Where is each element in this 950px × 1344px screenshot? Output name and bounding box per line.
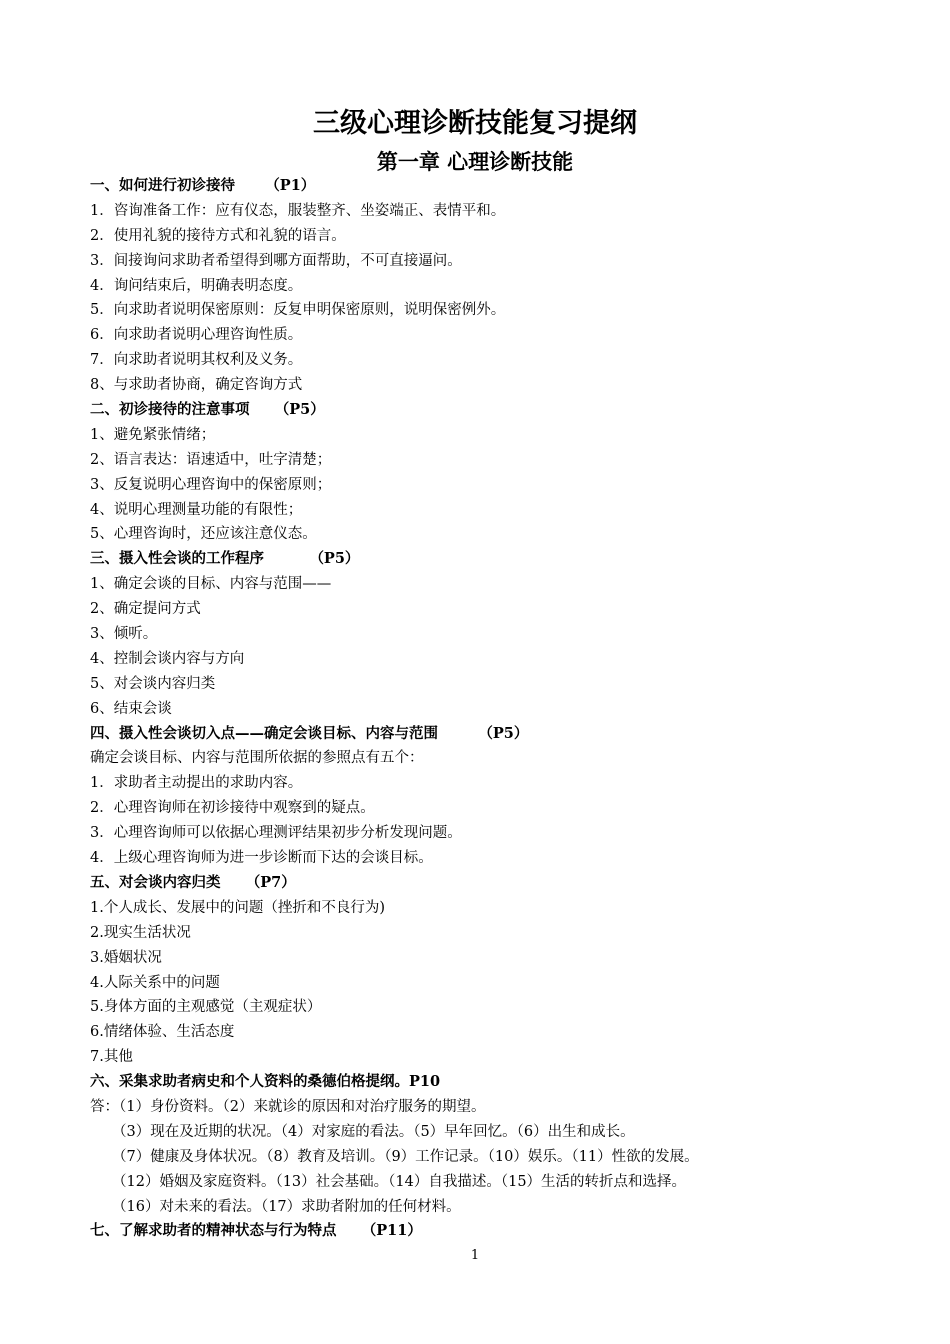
list-item: 4.人际关系中的问题 bbox=[90, 974, 220, 991]
section-heading bbox=[90, 547, 870, 572]
chapter-title: 第一章 心理诊断技能 bbox=[376, 150, 574, 174]
heading-gap bbox=[235, 178, 265, 194]
page-reference: （P1） bbox=[265, 177, 316, 194]
section-heading-text: 三、摄入性会谈的工作程序 bbox=[90, 551, 264, 568]
list-item: 2.现实生活状况 bbox=[90, 924, 191, 941]
list-item: 2、语言表达：语速适中，吐字清楚； bbox=[90, 451, 332, 468]
list-item: 3.婚姻状况 bbox=[90, 949, 162, 966]
list-item: （12）婚姻及家庭资料。（13）社会基础。（14）自我描述。（15）生活的转折点和选择。 bbox=[112, 1173, 687, 1190]
list-item: 4．上级心理咨询师为进一步诊断而下达的会谈目标。 bbox=[90, 850, 433, 867]
page-reference: （P7） bbox=[245, 873, 296, 891]
list-item: 2．使用礼貌的接待方式和礼貌的语言。 bbox=[90, 227, 346, 244]
list-item: 确定会谈目标、内容与范围所依据的参照点有五个： bbox=[90, 750, 424, 767]
list-item: 7.其他 bbox=[90, 1049, 133, 1066]
section-heading bbox=[90, 174, 870, 199]
list-item: 2．心理咨询师在初诊接待中观察到的疑点。 bbox=[90, 800, 375, 817]
list-item: 2、确定提问方式 bbox=[90, 601, 201, 618]
heading-gap bbox=[264, 551, 309, 567]
page-reference: （P5） bbox=[478, 724, 529, 742]
list-item: 1、避免紧张情绪； bbox=[90, 426, 216, 443]
heading-gap bbox=[438, 726, 478, 742]
list-item: 4、说明心理测量功能的有限性； bbox=[90, 501, 303, 518]
list-item: 3、反复说明心理咨询中的保密原则； bbox=[90, 476, 332, 493]
list-item: 5、对会谈内容归类 bbox=[90, 675, 216, 692]
list-item: 6、结束会谈 bbox=[90, 700, 172, 717]
heading-gap bbox=[337, 1223, 362, 1239]
section-heading bbox=[90, 398, 870, 423]
page-reference: （P5） bbox=[309, 550, 360, 568]
document-title: 三级心理诊断技能复习提纲 bbox=[313, 108, 637, 139]
list-item: 6.情绪体验、生活态度 bbox=[90, 1024, 235, 1041]
list-item: （3）现在及近期的状况。（4）对家庭的看法。（5）早年回忆。（6）出生和成长。 bbox=[112, 1123, 635, 1140]
section-heading-text: 五、对会谈内容归类 bbox=[90, 874, 221, 891]
list-item: 答：（1）身份资料。（2）来就诊的原因和对治疗服务的期望。 bbox=[90, 1098, 486, 1115]
section-heading bbox=[90, 722, 870, 747]
heading-gap bbox=[221, 875, 246, 891]
list-item: 3．间接询问求助者希望得到哪方面帮助，不可直接逼问。 bbox=[90, 252, 462, 269]
list-item: 5.身体方面的主观感觉（主观症状） bbox=[90, 999, 322, 1016]
list-item: 4．询问结束后，明确表明态度。 bbox=[90, 277, 303, 294]
section-heading bbox=[90, 871, 870, 896]
page-reference: （P11） bbox=[361, 1222, 422, 1240]
section-heading-text: 一、如何进行初诊接待 bbox=[90, 178, 235, 194]
section-heading-text: 七、了解求助者的精神状态与行为特点 bbox=[90, 1223, 337, 1240]
section-heading-text: 四、摄入性会谈切入点——确定会谈目标、内容与范围 bbox=[90, 725, 438, 742]
section-heading-text: 六、采集求助者病史和个人资料的桑德伯格提纲。 bbox=[90, 1074, 409, 1091]
page-reference: P10 bbox=[409, 1073, 441, 1091]
list-item: 1．咨询准备工作：应有仪态，服装整齐、坐姿端正、表情平和。 bbox=[90, 202, 506, 219]
list-item: 3．心理咨询师可以依据心理测评结果初步分析发现问题。 bbox=[90, 825, 462, 842]
section-heading-text: 二、初诊接待的注意事项 bbox=[90, 402, 250, 419]
list-item: 1.个人成长、发展中的问题（挫折和不良行为) bbox=[90, 899, 385, 916]
document-body bbox=[90, 174, 870, 1244]
list-item: 5、心理咨询时，还应该注意仪态。 bbox=[90, 526, 317, 543]
list-item: 5．向求助者说明保密原则：反复申明保密原则，说明保密例外。 bbox=[90, 302, 506, 319]
section-heading bbox=[90, 1219, 870, 1244]
page-number: 1 bbox=[470, 1248, 480, 1263]
list-item: 4、控制会谈内容与方向 bbox=[90, 650, 245, 667]
page-reference: （P5） bbox=[274, 401, 325, 419]
list-item: 1、确定会谈的目标、内容与范围—— bbox=[90, 576, 332, 593]
list-item: 8、与求助者协商，确定咨询方式 bbox=[90, 377, 303, 394]
list-item: 7．向求助者说明其权利及义务。 bbox=[90, 352, 303, 369]
list-item: （16）对未来的看法。（17）求助者附加的任何材料。 bbox=[112, 1198, 461, 1215]
list-item: 3、倾听。 bbox=[90, 626, 158, 643]
list-item: 1．求助者主动提出的求助内容。 bbox=[90, 775, 303, 792]
list-item: 6．向求助者说明心理咨询性质。 bbox=[90, 327, 303, 344]
section-heading bbox=[90, 1070, 870, 1095]
list-item: （7）健康及身体状况。（8）教育及培训。（9）工作记录。（10）娱乐。（11）性欲的发展。 bbox=[112, 1148, 699, 1165]
heading-gap bbox=[250, 402, 275, 418]
